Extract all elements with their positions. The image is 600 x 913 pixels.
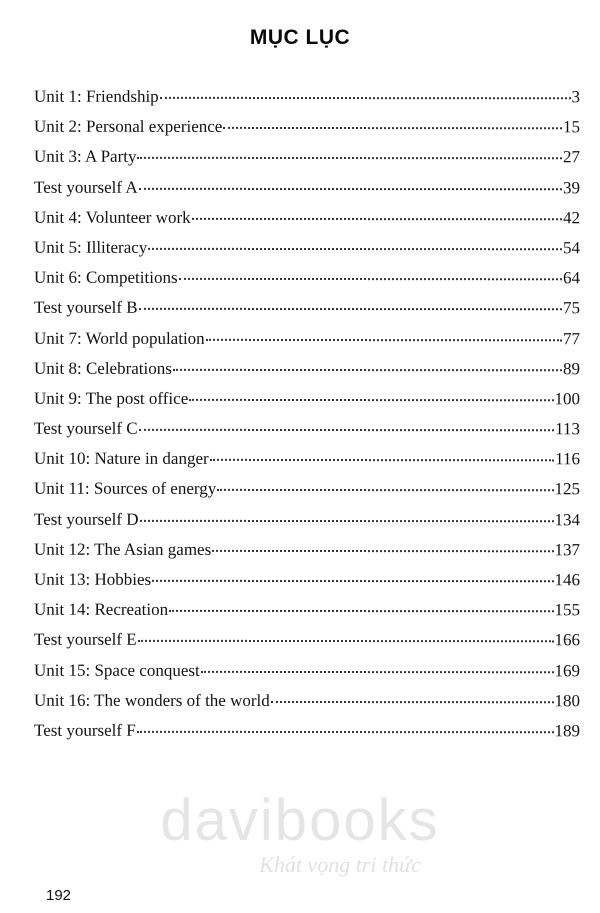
toc-entry — [34, 569, 580, 600]
toc-entry-label: Unit 15: Space conquest — [33, 660, 200, 680]
dot-leader — [139, 187, 562, 189]
dot-leader — [160, 97, 571, 99]
toc-entry-page: 155 — [554, 600, 581, 620]
dot-leader — [206, 338, 562, 340]
dot-leader — [140, 519, 554, 521]
toc-entry-label: Test yourself D — [33, 509, 139, 529]
toc-entry — [34, 599, 580, 630]
toc-entry-label: Unit 2: Personal experience — [33, 116, 223, 137]
toc-entry-label: Test yourself B — [33, 298, 138, 318]
toc-entry — [34, 689, 580, 720]
toc-entry-page: 39 — [562, 177, 581, 197]
dot-leader — [137, 731, 554, 733]
dot-leader — [217, 489, 553, 491]
toc-entry-page: 75 — [562, 298, 581, 318]
watermark — [0, 790, 600, 878]
toc-entry-label: Unit 7: World population — [33, 328, 205, 348]
toc-entry — [34, 297, 580, 328]
toc-entry — [34, 116, 580, 147]
toc-entry-label: Unit 11: Sources of energy — [33, 479, 217, 499]
toc-entry-label: Unit 12: The Asian games — [33, 539, 212, 559]
toc-entry-label: Unit 10: Nature in danger — [33, 448, 209, 469]
dot-leader — [139, 308, 562, 310]
toc-entry-label: Test yourself A — [33, 177, 138, 197]
dot-leader — [139, 429, 554, 431]
dot-leader — [137, 157, 562, 159]
dot-leader — [169, 610, 553, 612]
toc-entry-label: Unit 13: Hobbies — [33, 569, 152, 589]
toc-entry — [34, 388, 580, 419]
toc-entry — [34, 176, 580, 207]
toc-entry-label: Test yourself C — [33, 418, 138, 438]
toc-entry — [34, 237, 580, 268]
toc-entry-label: Test yourself E — [33, 630, 137, 650]
dot-leader — [148, 248, 562, 250]
toc-entry-label: Unit 9: The post office — [33, 388, 189, 408]
toc-entry-label: Unit 6: Competitions — [33, 267, 178, 287]
toc-entry — [34, 508, 580, 539]
toc-entry — [34, 267, 580, 298]
toc-entry — [34, 418, 580, 449]
dot-leader — [152, 580, 553, 582]
toc-entry — [34, 448, 580, 479]
toc-entry — [34, 539, 580, 570]
toc-entry-page: 180 — [554, 691, 581, 711]
toc-entry-page: 189 — [554, 721, 581, 741]
toc-entry-page: 54 — [562, 238, 581, 258]
dot-leader — [223, 127, 562, 129]
toc-entry-page: 15 — [562, 117, 581, 137]
watermark-brand: davibooks — [160, 788, 440, 853]
toc-entry-page: 166 — [554, 630, 581, 650]
toc-entry-label: Unit 16: The wonders of the world — [33, 690, 270, 710]
page-title: MỤC LỤC — [249, 26, 351, 50]
dot-leader — [179, 278, 562, 280]
toc-entry-page: 146 — [554, 570, 581, 590]
toc-entry-page: 27 — [562, 147, 581, 167]
toc-entry — [34, 659, 580, 690]
table-of-contents — [34, 86, 580, 750]
toc-entry-label: Unit 8: Celebrations — [33, 358, 172, 378]
toc-entry-label: Unit 3: A Party — [33, 147, 137, 167]
toc-entry-page: 77 — [562, 328, 581, 348]
toc-entry-label: Unit 4: Volunteer work — [33, 207, 191, 227]
toc-entry-label: Unit 1: Friendship — [33, 86, 159, 106]
toc-entry-page: 134 — [554, 509, 581, 529]
dot-leader — [210, 459, 554, 461]
toc-entry — [34, 629, 580, 660]
dot-leader — [189, 399, 553, 401]
toc-entry — [34, 86, 580, 117]
toc-entry-page: 64 — [562, 268, 581, 288]
toc-entry — [34, 357, 580, 388]
toc-entry-label: Test yourself F — [33, 720, 136, 740]
dot-leader — [201, 670, 554, 672]
toc-entry — [34, 720, 580, 751]
toc-entry — [34, 327, 580, 358]
toc-entry-label: Unit 14: Recreation — [33, 599, 169, 620]
page-number: 192 — [46, 887, 72, 904]
toc-entry-page: 137 — [554, 540, 581, 560]
toc-entry — [34, 146, 580, 177]
toc-entry-page: 89 — [562, 358, 581, 378]
toc-entry-label: Unit 5: Illiteracy — [33, 237, 148, 257]
toc-entry-page: 169 — [554, 660, 581, 680]
toc-entry-page: 113 — [555, 419, 581, 439]
dot-leader — [212, 550, 553, 552]
dot-leader — [192, 218, 562, 220]
toc-entry-page: 3 — [571, 87, 581, 107]
toc-entry-page: 100 — [554, 389, 581, 409]
dot-leader — [271, 701, 554, 703]
toc-entry — [34, 478, 580, 509]
dot-leader — [173, 369, 562, 371]
toc-entry-page: 125 — [554, 479, 581, 499]
toc-entry-page: 42 — [562, 208, 581, 228]
dot-leader — [138, 640, 554, 642]
watermark-slogan: Khát vọng tri thức — [259, 852, 421, 877]
toc-entry — [34, 206, 580, 237]
toc-entry-page: 116 — [555, 449, 581, 469]
